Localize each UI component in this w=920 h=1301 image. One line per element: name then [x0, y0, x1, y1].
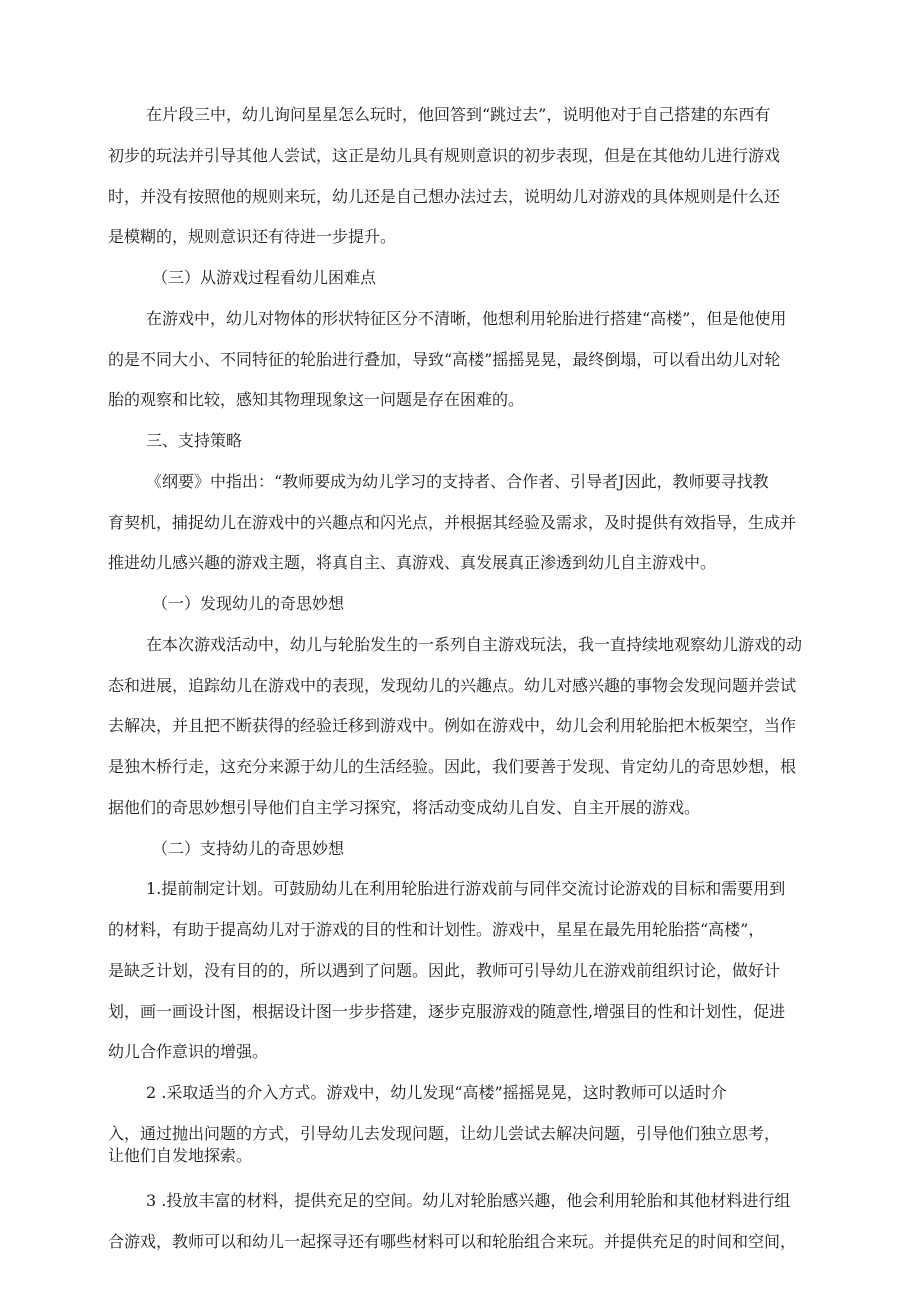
paragraph-line: 入，通过抛出问题的方式，引导幼儿去发现问题，让幼儿尝试去解决问题，引导他们独立思考， [108, 1124, 781, 1143]
paragraph-line: 在片段三中，幼儿询问星星怎么玩时，他回答到“跳过去”，说明他对于自己搭建的东西有 [146, 105, 771, 124]
paragraph-line: 2 .采取适当的介入方式。游戏中，幼儿发现“高楼”摇摇晃晃，这时教师可以适时介 [146, 1083, 727, 1102]
paragraph-line: 合游戏，教师可以和幼儿一起探寻还有哪些材料可以和轮胎组合来玩。并提供充足的时间和空间， [108, 1232, 797, 1251]
section-heading: 三、支持策略 [146, 431, 243, 450]
paragraph-line: 在游戏中，幼儿对物体的形状特征区分不清晰，他想利用轮胎进行搭建“高楼”，但是他使用 [146, 309, 787, 328]
paragraph-line: 3 .投放丰富的材料，提供充足的空间。幼儿对轮胎感兴趣，他会利用轮胎和其他材料进行组 [146, 1191, 791, 1210]
paragraph-line: 去解决，并且把不断获得的经验迁移到游戏中。例如在游戏中，幼儿会利用轮胎把木板架空，当作 [108, 716, 797, 735]
paragraph-line: 划，画一画设计图，根据设计图一步步搭建，逐步克服游戏的随意性,增强目的性和计划性，促进 [108, 1002, 786, 1021]
paragraph-line: 时，并没有按照他的规则来玩，幼儿还是自己想办法过去，说明幼儿对游戏的具体规则是什么还 [108, 187, 781, 206]
section-heading: （一）发现幼儿的奇思妙想 [152, 594, 345, 613]
paragraph-line: 是模糊的，规则意识还有待进一步提升。 [108, 227, 397, 246]
paragraph-line: 的是不同大小、不同特征的轮胎进行叠加，导致“高楼”摇摇晃晃，最终倒塌，可以看出幼儿对轮 [108, 350, 781, 369]
paragraph-line: 推进幼儿感兴趣的游戏主题，将真自主、真游戏、真发展真正渗透到幼儿自主游戏中。 [108, 553, 717, 572]
section-heading: （三）从游戏过程看幼儿困难点 [152, 268, 377, 287]
paragraph-line: 是缺乏计划，没有目的的，所以遇到了问题。因此，教师可引导幼儿在游戏前组织讨论，做好计 [108, 961, 781, 980]
paragraph-line: 在本次游戏活动中，幼儿与轮胎发生的一系列自主游戏玩法，我一直持续地观察幼儿游戏的动 [146, 635, 803, 654]
paragraph-line: 让他们自发地探索。 [108, 1146, 253, 1165]
paragraph-line: 《纲要》中指出：“教师要成为幼儿学习的支持者、合作者、引导者J因此，教师要寻找教 [146, 472, 769, 491]
paragraph-line: 的材料，有助于提高幼儿对于游戏的目的性和计划性。游戏中，星星在最先用轮胎搭“高楼”， [108, 920, 765, 939]
paragraph-line: 是独木桥行走，这充分来源于幼儿的生活经验。因此，我们要善于发现、肯定幼儿的奇思妙想，根 [108, 757, 797, 776]
section-heading: （二）支持幼儿的奇思妙想 [152, 839, 345, 858]
paragraph-line: 幼儿合作意识的增强。 [108, 1042, 269, 1061]
paragraph-line: 胎的观察和比较，感知其物理现象这一问题是存在困难的。 [108, 390, 525, 409]
paragraph-line: 态和进展，追踪幼儿在游戏中的表现，发现幼儿的兴趣点。幼儿对感兴趣的事物会发现问题并尝试 [108, 676, 797, 695]
paragraph-line: 据他们的奇思妙想引导他们自主学习探究，将活动变成幼儿自发、自主开展的游戏。 [108, 798, 701, 817]
paragraph-line: 1.提前制定计划。可鼓励幼儿在利用轮胎进行游戏前与同伴交流讨论游戏的目标和需要用到 [146, 879, 786, 898]
paragraph-line: 育契机，捕捉幼儿在游戏中的兴趣点和闪光点，并根据其经验及需求，及时提供有效指导，生成并 [108, 513, 797, 532]
paragraph-line: 初步的玩法并引导其他人尝试，这正是幼儿具有规则意识的初步表现，但是在其他幼儿进行游戏 [108, 146, 781, 165]
